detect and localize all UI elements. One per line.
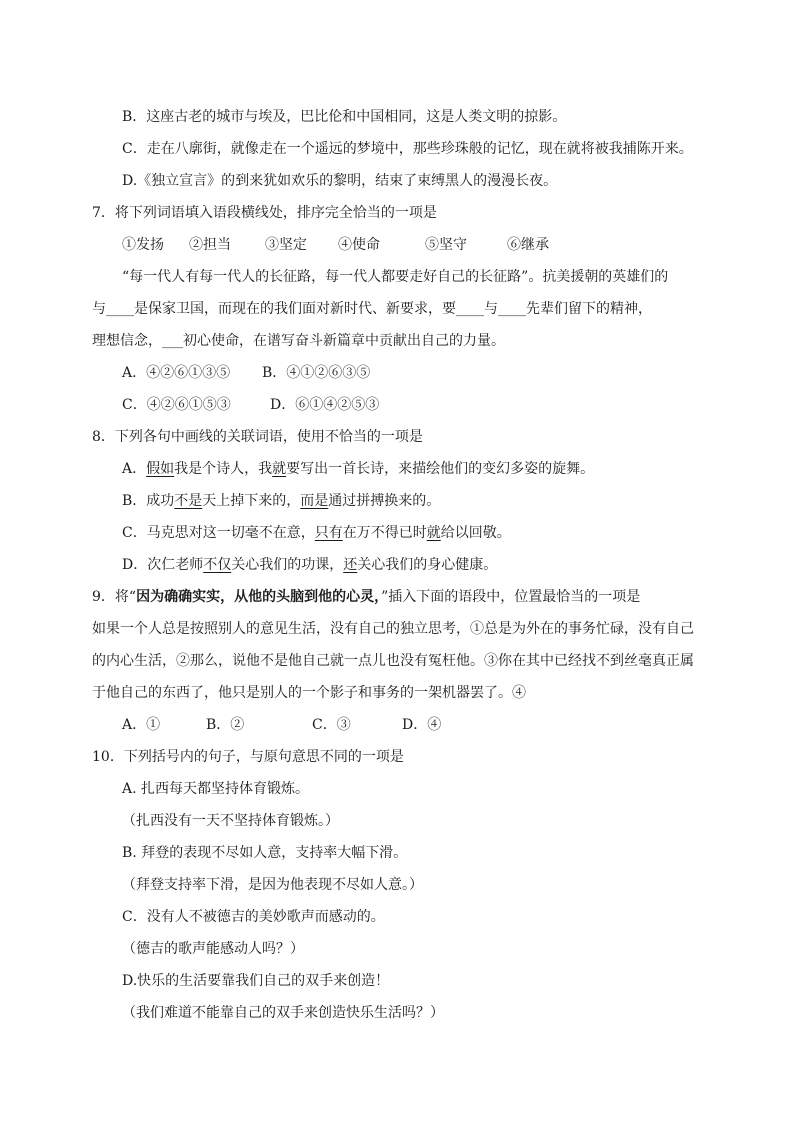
option-text: 给以回敬。	[440, 525, 511, 541]
underlined-conjunction: 假如	[146, 461, 175, 477]
q10-option-b: B. 拜登的表现不尽如人意，支持率大幅下滑。	[122, 845, 408, 861]
q7-stem: 7．将下列词语填入语段横线处，排序完全恰当的一项是	[92, 205, 437, 221]
q7-word: ①发扬	[122, 237, 164, 253]
underlined-conjunction: 只有	[314, 525, 343, 541]
q9-paragraph-line-1: 如果一个人总是按照别人的意见生活，没有自己的独立思考，①总是为外在的事务忙碌，没有自己	[92, 621, 694, 637]
q7-word: ③坚定	[265, 237, 307, 253]
q7-option-d: D．⑥①④②⑤③	[270, 397, 380, 413]
option-text: C．马克思对这一切毫不在意，	[122, 525, 315, 541]
q8-option-b	[122, 491, 440, 511]
stem-text: 9．将“	[92, 589, 137, 605]
q7-options-row-1	[122, 363, 370, 383]
q10-option-c: C．没有人不被德吉的美妙歌声而感动的。	[122, 909, 385, 925]
underlined-conjunction: 就	[426, 525, 441, 541]
q9-option-d: D．④	[402, 717, 442, 733]
underlined-conjunction: 还	[343, 557, 358, 573]
option-text: 关心我们的身心健康。	[357, 557, 498, 573]
q10-option-b-paraphrase: （拜登支持率下滑，是因为他表现不尽如人意。）	[122, 877, 423, 893]
underlined-conjunction: 就	[272, 461, 287, 477]
option-text: 我是个诗人，我	[174, 461, 273, 477]
underlined-conjunction: 不是	[174, 493, 203, 509]
q8-option-c	[122, 523, 511, 543]
q7-paragraph-line-3: 理想信念，___初心使命，在谱写奋斗新篇章中贡献出自己的力量。	[92, 333, 505, 349]
q6-option-b: B．这座古老的城市与埃及，巴比伦和中国相同，这是人类文明的掠影。	[122, 109, 567, 125]
underlined-conjunction: 不仅	[203, 557, 232, 573]
option-text: B．成功	[122, 493, 175, 509]
q7-paragraph-line-1: “每一代人有每一代人的长征路，每一代人都要走好自己的长征路”。抗美援朝的英雄们的	[122, 269, 669, 285]
underlined-conjunction: 而是	[300, 493, 329, 509]
q9-option-a: A．①	[122, 717, 161, 733]
q7-options-row-2	[122, 395, 379, 415]
q7-word: ②担当	[189, 237, 231, 253]
option-text: D．次仁老师	[122, 557, 204, 573]
q7-option-a: A．④②⑥①③⑤	[122, 365, 231, 381]
q9-paragraph-line-3: 于他自己的东西了，他只是别人的一个影子和事务的一架机器罢了。④	[92, 685, 526, 701]
q9-paragraph-line-2: 的内心生活，②那么，说他不是他自己就一点儿也没有冤枉他。③你在其中已经找不到丝毫真正属	[92, 653, 694, 669]
q8-stem: 8．下列各句中画线的关联词语，使用不恰当的一项是	[92, 429, 423, 445]
q9-options-row	[122, 715, 441, 735]
q9-stem	[92, 587, 640, 607]
option-text: 通过拼搏换来的。	[328, 493, 441, 509]
q7-word: ⑥继承	[507, 237, 549, 253]
q7-word-list	[122, 235, 549, 255]
q7-option-b: B．④①②⑥③⑤	[262, 365, 371, 381]
q9-option-c: C．③	[312, 717, 351, 733]
q10-option-d-paraphrase: （我们难道不能靠自己的双手来创造快乐生活吗？）	[122, 1005, 444, 1021]
q10-stem: 10．下列括号内的句子，与原句意思不同的一项是	[92, 749, 404, 765]
q7-paragraph-line-2: 与____是保家卫国，而现在的我们面对新时代、新要求，要____与____先辈们留下的精神，	[92, 301, 652, 317]
q9-option-b: B．②	[206, 717, 245, 733]
q10-option-a-paraphrase: （扎西没有一天不坚持体育锻炼。）	[122, 813, 339, 829]
q6-option-d: D.《独立宣言》的到来犹如欢乐的黎明，结束了束缚黑人的漫漫长夜。	[122, 173, 558, 189]
q10-option-c-paraphrase: （德吉的歌声能感动人吗？）	[122, 941, 304, 957]
stem-text: ”插入下面的语段中，位置最恰当的一项是	[381, 589, 641, 605]
q7-word: ⑤坚守	[425, 237, 467, 253]
q8-option-a	[122, 459, 594, 479]
insert-sentence: 因为确确实实，从他的头脑到他的心灵，	[136, 589, 382, 605]
q7-option-c: C．④②⑥①⑤③	[122, 397, 231, 413]
q7-word: ④使命	[338, 237, 380, 253]
option-text: 天上掉下来的，	[202, 493, 301, 509]
option-text: 关心我们的功课，	[231, 557, 344, 573]
q10-option-d: D.快乐的生活要靠我们自己的双手来创造！	[122, 973, 390, 989]
q6-option-c: C．走在八廓街，就像走在一个遥远的梦境中，那些珍珠般的记忆，现在就将被我捕陈开来。	[122, 141, 693, 157]
option-text: 在万不得已时	[342, 525, 427, 541]
q8-option-d	[122, 555, 497, 575]
q10-option-a: A. 扎西每天都坚持体育锻炼。	[122, 781, 310, 797]
option-text: A．	[122, 461, 147, 477]
option-text: 要写出一首长诗，来描绘他们的变幻多姿的旋舞。	[286, 461, 595, 477]
